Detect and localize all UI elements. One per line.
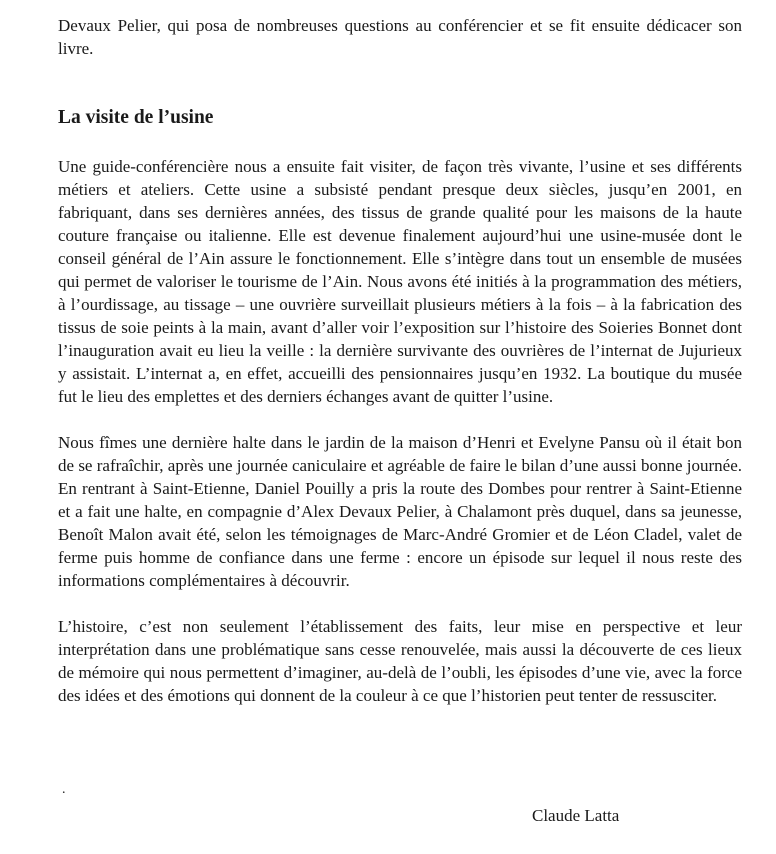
author-signature: Claude Latta xyxy=(532,806,620,825)
document-page xyxy=(58,14,742,707)
body-paragraph-1: Une guide-conférencière nous a ensuite fait visiter, de façon très vivante, l’usine et ses différents métiers et ateliers. Cette usine a subsisté pendant presque deux siècles, jusqu’en 2001, en fabriquant, dans ses dernières années, des tissus de grande qualité pour les maisons de la haute couture française ou italienne. Elle est devenue finalement aujourd’hui une usine-musée dont le conseil général de l’Ain assure le fonctionnement. Elle s’intègre dans tout un ensemble de musées qui permet de valoriser le tourisme de l’Ain. Nous avons été initiés à la programmation des métiers, à l’ourdissage, au tissage – une ouvrière surveillait plusieurs métiers à la fois – à la fabrication des tissus de soie peints à la main, avant d’aller voir l’exposition sur l’histoire des Soieries Bonnet dont l’inauguration avait eu lieu la veille : la dernière survivante des ouvrières de l’internat de Jujurieux y assistait. L’internat a, en effet, accueilli des pensionnaires jusqu’en 1932. La boutique du musée fut le lieu des emplettes et des derniers échanges avant de quitter l’usine. xyxy=(58,157,742,406)
body-paragraph-2: Nous fîmes une dernière halte dans le jardin de la maison d’Henri et Evelyne Pansu où il était bon de se rafraîchir, après une journée caniculaire et agréable de faire le bilan d’une aussi bonne journée. En rentrant à Saint-Etienne, Daniel Pouilly a pris la route des Dombes pour rentrer à Saint-Etienne et a fait une halte, en compagnie d’Alex Devaux Pelier, à Chalamont près duquel, dans sa jeunesse, Benoît Malon avait été, selon les témoignages de Marc-André Gromier et de Léon Cladel, valet de ferme puis homme de confiance dans une ferme : encore un épisode sur lequel il nous reste des informations complémentaires à découvrir. xyxy=(58,433,742,590)
section-title: La visite de l’usine xyxy=(58,107,214,128)
intro-paragraph: Devaux Pelier, qui posa de nombreuses questions au conférencier et se fit ensuite dédicacer son livre. xyxy=(58,16,742,58)
stray-mark: . xyxy=(62,782,66,797)
body-paragraph-3: L’histoire, c’est non seulement l’établissement des faits, leur mise en perspective et leur interprétation dans une problématique sans cesse renouvelée, mais aussi la découverte de ces lieux de mémoire qui nous permettent d’imaginer, au-delà de l’oubli, les épisodes d’une vie, avec la force des idées et des émotions qui donnent de la couleur à ce que l’historien peut tenter de ressusciter. xyxy=(58,617,742,705)
